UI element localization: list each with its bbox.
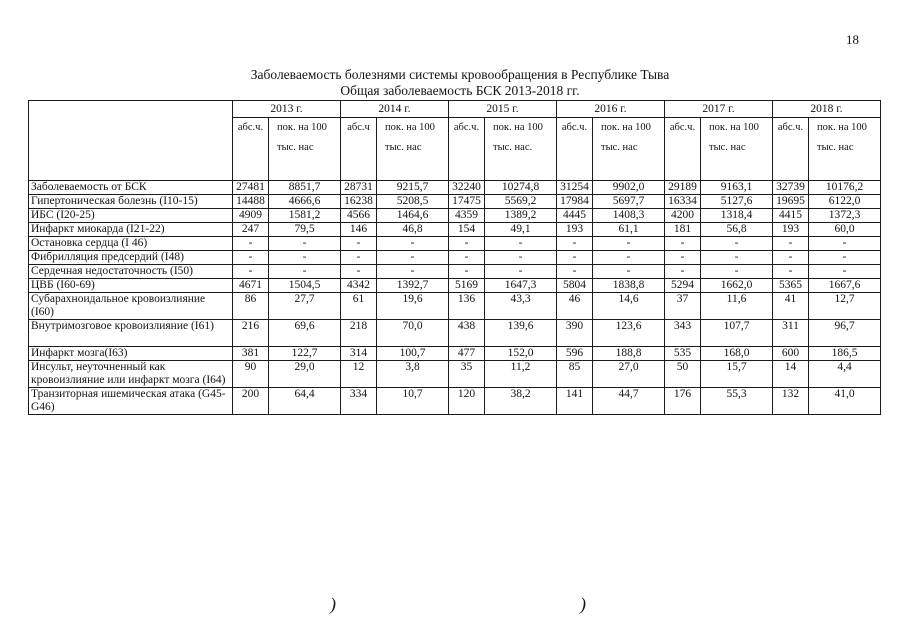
table-body xyxy=(29,181,881,415)
rate-cell: 5208,5 xyxy=(377,195,449,209)
absolute-count-cell: - xyxy=(557,251,593,265)
absolute-count-cell: 85 xyxy=(557,361,593,388)
rate-cell: - xyxy=(377,265,449,279)
rate-cell: 55,3 xyxy=(701,388,773,415)
absolute-count-header: абс.ч xyxy=(341,118,377,181)
absolute-count-cell: 61 xyxy=(341,293,377,320)
rate-cell: 9215,7 xyxy=(377,181,449,195)
absolute-count-header: абс.ч. xyxy=(665,118,701,181)
absolute-count-cell: 154 xyxy=(449,223,485,237)
page-number: 18 xyxy=(846,32,859,47)
absolute-count-header: абс.ч. xyxy=(557,118,593,181)
rate-cell: - xyxy=(701,251,773,265)
absolute-count-cell: 50 xyxy=(665,361,701,388)
year-header: 2015 г. xyxy=(449,101,557,118)
absolute-count-cell: 5294 xyxy=(665,279,701,293)
rate-cell: 123,6 xyxy=(593,320,665,347)
absolute-count-cell: - xyxy=(773,237,809,251)
rate-cell: - xyxy=(809,265,881,279)
table-row xyxy=(29,181,881,195)
rate-per-100k-header: пок. на 100 тыс. нас xyxy=(701,118,773,181)
rate-cell: - xyxy=(485,265,557,279)
absolute-count-cell: 90 xyxy=(233,361,269,388)
absolute-count-cell: 141 xyxy=(557,388,593,415)
table-row xyxy=(29,279,881,293)
absolute-count-cell: 32739 xyxy=(773,181,809,195)
table-row xyxy=(29,388,881,415)
absolute-count-cell: 19695 xyxy=(773,195,809,209)
rate-cell: 5697,7 xyxy=(593,195,665,209)
rate-cell: - xyxy=(593,251,665,265)
table-row xyxy=(29,195,881,209)
title-line-2: Общая заболеваемость БСК 2013-2018 гг. xyxy=(340,83,580,98)
absolute-count-cell: 193 xyxy=(773,223,809,237)
absolute-count-cell: - xyxy=(233,251,269,265)
rate-cell: 11,6 xyxy=(701,293,773,320)
rate-cell: - xyxy=(269,251,341,265)
rate-cell: - xyxy=(269,237,341,251)
absolute-count-cell: 14488 xyxy=(233,195,269,209)
absolute-count-cell: - xyxy=(773,251,809,265)
absolute-count-cell: 132 xyxy=(773,388,809,415)
rate-cell: 60,0 xyxy=(809,223,881,237)
row-label: Транзиторная ишемическая атака (G45-G46) xyxy=(29,388,233,415)
rate-cell: 3,8 xyxy=(377,361,449,388)
absolute-count-cell: - xyxy=(449,265,485,279)
row-label: Инсульт, неуточненный как кровоизлияние или инфаркт мозга (I64) xyxy=(29,361,233,388)
absolute-count-cell: 5365 xyxy=(773,279,809,293)
rate-cell: 11,2 xyxy=(485,361,557,388)
rate-cell: 44,7 xyxy=(593,388,665,415)
absolute-count-cell: 535 xyxy=(665,347,701,361)
rate-cell: 4666,6 xyxy=(269,195,341,209)
rate-cell: 1647,3 xyxy=(485,279,557,293)
year-header-row xyxy=(29,101,881,118)
rate-cell: 43,3 xyxy=(485,293,557,320)
absolute-count-cell: 596 xyxy=(557,347,593,361)
rate-cell: 152,0 xyxy=(485,347,557,361)
absolute-count-header: абс.ч. xyxy=(233,118,269,181)
row-label: Остановка сердца (I 46) xyxy=(29,237,233,251)
rate-cell: 1504,5 xyxy=(269,279,341,293)
absolute-count-cell: 314 xyxy=(341,347,377,361)
rate-cell: 27,7 xyxy=(269,293,341,320)
table-row xyxy=(29,293,881,320)
row-label: Гипертоническая болезнь (I10-15) xyxy=(29,195,233,209)
absolute-count-cell: 16334 xyxy=(665,195,701,209)
rate-cell: 1464,6 xyxy=(377,209,449,223)
absolute-count-cell: 216 xyxy=(233,320,269,347)
rate-cell: 168,0 xyxy=(701,347,773,361)
handwritten-mark-1: ) xyxy=(330,594,336,614)
table-row xyxy=(29,347,881,361)
absolute-count-cell: 32240 xyxy=(449,181,485,195)
rate-cell: 14,6 xyxy=(593,293,665,320)
absolute-count-cell: 29189 xyxy=(665,181,701,195)
absolute-count-cell: 120 xyxy=(449,388,485,415)
absolute-count-cell: - xyxy=(233,265,269,279)
rate-cell: 188,8 xyxy=(593,347,665,361)
absolute-count-cell: 218 xyxy=(341,320,377,347)
rate-cell: 1581,2 xyxy=(269,209,341,223)
year-header: 2017 г. xyxy=(665,101,773,118)
absolute-count-cell: - xyxy=(341,251,377,265)
rate-cell: 61,1 xyxy=(593,223,665,237)
rate-cell: 38,2 xyxy=(485,388,557,415)
absolute-count-header: абс.ч. xyxy=(773,118,809,181)
row-label: Субарахноидальное кровоизлияние (I60) xyxy=(29,293,233,320)
rate-cell: - xyxy=(485,237,557,251)
rate-cell: 6122,0 xyxy=(809,195,881,209)
year-header: 2013 г. xyxy=(233,101,341,118)
rate-cell: 69,6 xyxy=(269,320,341,347)
rate-cell: 8851,7 xyxy=(269,181,341,195)
rate-cell: - xyxy=(809,237,881,251)
rate-cell: - xyxy=(269,265,341,279)
morbidity-table xyxy=(28,100,881,415)
absolute-count-cell: 41 xyxy=(773,293,809,320)
rate-cell: 12,7 xyxy=(809,293,881,320)
row-label: Сердечная недостаточность (I50) xyxy=(29,265,233,279)
rate-cell: 27,0 xyxy=(593,361,665,388)
row-label: ИБС (I20-25) xyxy=(29,209,233,223)
rate-cell: 122,7 xyxy=(269,347,341,361)
rate-cell: - xyxy=(377,237,449,251)
absolute-count-cell: 390 xyxy=(557,320,593,347)
rate-cell: 79,5 xyxy=(269,223,341,237)
row-label: Фибрилляция предсердий (I48) xyxy=(29,251,233,265)
table-row xyxy=(29,223,881,237)
table-row xyxy=(29,237,881,251)
absolute-count-cell: - xyxy=(557,237,593,251)
rate-cell: 10274,8 xyxy=(485,181,557,195)
rate-cell: 1662,0 xyxy=(701,279,773,293)
absolute-count-cell: 17475 xyxy=(449,195,485,209)
rate-cell: - xyxy=(701,237,773,251)
absolute-count-cell: 136 xyxy=(449,293,485,320)
absolute-count-cell: 343 xyxy=(665,320,701,347)
rate-per-100k-header: пок. на 100 тыс. нас xyxy=(377,118,449,181)
rate-per-100k-header: пок. на 100 тыс. нас. xyxy=(485,118,557,181)
absolute-count-cell: 4200 xyxy=(665,209,701,223)
absolute-count-cell: 146 xyxy=(341,223,377,237)
absolute-count-cell: 5804 xyxy=(557,279,593,293)
row-label: Инфаркт миокарда (I21-22) xyxy=(29,223,233,237)
rate-per-100k-header: пок. на 100 тыс. нас xyxy=(593,118,665,181)
absolute-count-cell: - xyxy=(449,237,485,251)
rate-cell: - xyxy=(593,237,665,251)
absolute-count-cell: 176 xyxy=(665,388,701,415)
absolute-count-cell: - xyxy=(773,265,809,279)
rate-cell: 70,0 xyxy=(377,320,449,347)
table-row xyxy=(29,209,881,223)
absolute-count-cell: - xyxy=(557,265,593,279)
rate-cell: 100,7 xyxy=(377,347,449,361)
table-row xyxy=(29,361,881,388)
handwritten-mark-2: ) xyxy=(580,594,586,614)
rate-cell: 1667,6 xyxy=(809,279,881,293)
absolute-count-cell: - xyxy=(341,265,377,279)
absolute-count-cell: - xyxy=(233,237,269,251)
year-header: 2016 г. xyxy=(557,101,665,118)
title-line-1: Заболеваемость болезнями системы кровообращения в Республике Тыва xyxy=(250,67,670,82)
rate-cell: 15,7 xyxy=(701,361,773,388)
absolute-count-cell: 200 xyxy=(233,388,269,415)
table-row xyxy=(29,265,881,279)
absolute-count-cell: 12 xyxy=(341,361,377,388)
absolute-count-cell: 381 xyxy=(233,347,269,361)
absolute-count-cell: 31254 xyxy=(557,181,593,195)
rate-cell: 1838,8 xyxy=(593,279,665,293)
rate-cell: 1318,4 xyxy=(701,209,773,223)
rate-cell: 10176,2 xyxy=(809,181,881,195)
absolute-count-cell: 37 xyxy=(665,293,701,320)
absolute-count-cell: - xyxy=(341,237,377,251)
rate-per-100k-header: пок. на 100 тыс. нас xyxy=(269,118,341,181)
absolute-count-cell: 600 xyxy=(773,347,809,361)
document-title xyxy=(140,67,780,99)
absolute-count-cell: - xyxy=(449,251,485,265)
rate-cell: 96,7 xyxy=(809,320,881,347)
absolute-count-cell: 27481 xyxy=(233,181,269,195)
rate-cell: 5127,6 xyxy=(701,195,773,209)
table-row xyxy=(29,320,881,347)
absolute-count-header: абс.ч. xyxy=(449,118,485,181)
rate-cell: 1408,3 xyxy=(593,209,665,223)
absolute-count-cell: 334 xyxy=(341,388,377,415)
row-label: Внутримозговое кровоизлияние (I61) xyxy=(29,320,233,347)
year-header: 2018 г. xyxy=(773,101,881,118)
absolute-count-cell: - xyxy=(665,251,701,265)
rate-cell: 139,6 xyxy=(485,320,557,347)
table-row xyxy=(29,251,881,265)
rate-cell: - xyxy=(485,251,557,265)
absolute-count-cell: - xyxy=(665,265,701,279)
row-label: Инфаркт мозга(I63) xyxy=(29,347,233,361)
absolute-count-cell: 86 xyxy=(233,293,269,320)
absolute-count-cell: 4415 xyxy=(773,209,809,223)
absolute-count-cell: 16238 xyxy=(341,195,377,209)
rate-cell: 186,5 xyxy=(809,347,881,361)
rate-cell: 56,8 xyxy=(701,223,773,237)
absolute-count-cell: 4359 xyxy=(449,209,485,223)
absolute-count-cell: 477 xyxy=(449,347,485,361)
rate-cell: 4,4 xyxy=(809,361,881,388)
rate-cell: 1392,7 xyxy=(377,279,449,293)
rate-cell: 9163,1 xyxy=(701,181,773,195)
rate-cell: 10,7 xyxy=(377,388,449,415)
absolute-count-cell: 35 xyxy=(449,361,485,388)
rate-cell: 107,7 xyxy=(701,320,773,347)
rate-cell: 5569,2 xyxy=(485,195,557,209)
rate-cell: 29,0 xyxy=(269,361,341,388)
rate-cell: - xyxy=(701,265,773,279)
absolute-count-cell: 4342 xyxy=(341,279,377,293)
rate-cell: 49,1 xyxy=(485,223,557,237)
rate-cell: 9902,0 xyxy=(593,181,665,195)
rate-cell: 64,4 xyxy=(269,388,341,415)
absolute-count-cell: 5169 xyxy=(449,279,485,293)
absolute-count-cell: 311 xyxy=(773,320,809,347)
absolute-count-cell: 28731 xyxy=(341,181,377,195)
row-label-header xyxy=(29,101,233,181)
row-label: ЦВБ (I60-69) xyxy=(29,279,233,293)
absolute-count-cell: 4566 xyxy=(341,209,377,223)
rate-cell: 19,6 xyxy=(377,293,449,320)
rate-cell: - xyxy=(809,251,881,265)
absolute-count-cell: 14 xyxy=(773,361,809,388)
rate-cell: 41,0 xyxy=(809,388,881,415)
absolute-count-cell: 4445 xyxy=(557,209,593,223)
rate-cell: 1389,2 xyxy=(485,209,557,223)
absolute-count-cell: 46 xyxy=(557,293,593,320)
rate-cell: 46,8 xyxy=(377,223,449,237)
absolute-count-cell: 17984 xyxy=(557,195,593,209)
absolute-count-cell: 181 xyxy=(665,223,701,237)
absolute-count-cell: 193 xyxy=(557,223,593,237)
rate-per-100k-header: пок. на 100 тыс. нас xyxy=(809,118,881,181)
rate-cell: - xyxy=(377,251,449,265)
absolute-count-cell: 438 xyxy=(449,320,485,347)
absolute-count-cell: 247 xyxy=(233,223,269,237)
row-label: Заболеваемость от БСК xyxy=(29,181,233,195)
rate-cell: 1372,3 xyxy=(809,209,881,223)
year-header: 2014 г. xyxy=(341,101,449,118)
absolute-count-cell: 4909 xyxy=(233,209,269,223)
rate-cell: - xyxy=(593,265,665,279)
absolute-count-cell: 4671 xyxy=(233,279,269,293)
absolute-count-cell: - xyxy=(665,237,701,251)
